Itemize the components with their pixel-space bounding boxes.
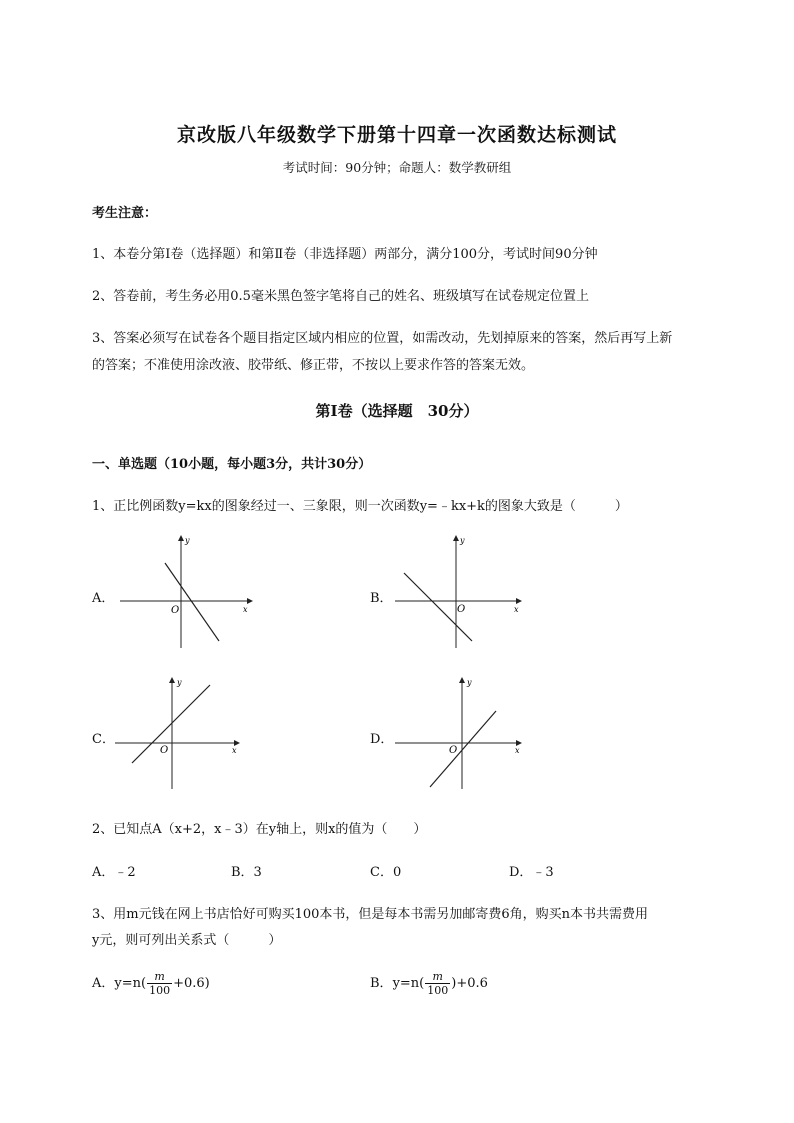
fraction <box>425 970 450 997</box>
y-axis-arrow <box>178 535 184 541</box>
q3-option-b[interactable] <box>370 970 488 997</box>
origin-label: O <box>171 605 180 616</box>
notice-item-1: 1、本卷分第I卷（选择题）和第Ⅱ卷（非选择题）两部分，满分100分，考试时间90分钟 <box>92 247 598 262</box>
q3-option-a-suffix: +0.6) <box>173 976 210 991</box>
q1-option-b-label[interactable]: B． <box>370 591 393 606</box>
origin-label: O <box>457 604 466 615</box>
q3-option-a-prefix: y=n( <box>114 976 147 991</box>
notice-item-2: 2、答卷前，考生务必用0.5毫米黑色签字笔将自己的姓名、班级填写在试卷规定位置上 <box>92 289 589 304</box>
q1-graph-d <box>390 673 530 793</box>
x-axis-arrow <box>516 598 522 604</box>
fraction-denominator: 100 <box>149 984 171 997</box>
x-axis-arrow <box>247 598 253 604</box>
q1-graph-a <box>115 533 255 653</box>
notice-item-3-cont: 的答案；不准使用涂改液、胶带纸、修正带，不按以上要求作答的答案无效。 <box>92 358 535 373</box>
question-3-text-cont: y元，则可列出关系式（ ） <box>92 933 282 948</box>
q3-option-a[interactable] <box>92 970 210 997</box>
q2-option-a[interactable]: A．﹣2 <box>92 865 136 880</box>
question-3-text: 3、用m元钱在网上书店恰好可购买100本书，但是每本书需另加邮寄费6角，购买n本书共需费用 <box>92 907 649 922</box>
fraction-numerator: m <box>147 970 172 984</box>
section-title: 第I卷（选择题 30分） <box>315 402 479 420</box>
function-line <box>430 711 496 787</box>
function-line <box>165 563 219 641</box>
q1-option-d-label[interactable]: D． <box>370 732 394 747</box>
fraction <box>147 970 172 997</box>
exam-subtitle: 考试时间：90分钟；命题人：数学教研组 <box>282 160 512 175</box>
origin-label: O <box>160 745 169 756</box>
notice-heading: 考生注意： <box>92 206 158 221</box>
y-axis-label: y <box>467 678 472 687</box>
question-1-text: 1、正比例函数y=kx的图象经过一、三象限，则一次函数y=﹣kx+k的图象大致是（ ） <box>92 499 628 514</box>
y-axis-arrow <box>169 677 175 683</box>
fraction-denominator: 100 <box>427 984 449 997</box>
y-axis-label: y <box>185 536 190 545</box>
fraction-numerator: m <box>425 970 450 984</box>
q3-option-b-label: B． <box>370 976 393 991</box>
q1-option-a-label[interactable]: A． <box>92 591 115 606</box>
origin-label: O <box>449 745 458 756</box>
page-title: 京改版八年级数学下册第十四章一次函数达标测试 <box>176 124 617 146</box>
q1-graph-b <box>390 533 530 653</box>
q3-option-a-label: A． <box>92 976 115 991</box>
y-axis-arrow <box>459 677 465 683</box>
q1-graph-c <box>110 673 250 793</box>
x-axis-label: x <box>232 746 237 755</box>
x-axis-label: x <box>514 605 519 614</box>
y-axis-label: y <box>460 536 465 545</box>
q1-option-c-label[interactable]: C． <box>92 732 115 747</box>
q2-option-b[interactable]: B．3 <box>231 865 262 880</box>
q2-option-c[interactable]: C．0 <box>370 865 402 880</box>
y-axis-label: y <box>177 678 182 687</box>
question-2-text: 2、已知点A（x+2，x﹣3）在y轴上，则x的值为（ ） <box>92 822 427 837</box>
q3-option-b-suffix: )+0.6 <box>451 976 488 991</box>
q2-option-d[interactable]: D．﹣3 <box>509 865 554 880</box>
x-axis-label: x <box>515 746 520 755</box>
y-axis-arrow <box>453 535 459 541</box>
function-line <box>132 685 210 763</box>
notice-item-3: 3、答案必须写在试卷各个题目指定区域内相应的位置，如需改动，先划掉原来的答案，然后再写上新 <box>92 331 673 346</box>
part-heading: 一、单选题（10小题，每小题3分，共计30分） <box>92 457 372 472</box>
x-axis-label: x <box>243 605 248 614</box>
q3-option-b-prefix: y=n( <box>392 976 425 991</box>
